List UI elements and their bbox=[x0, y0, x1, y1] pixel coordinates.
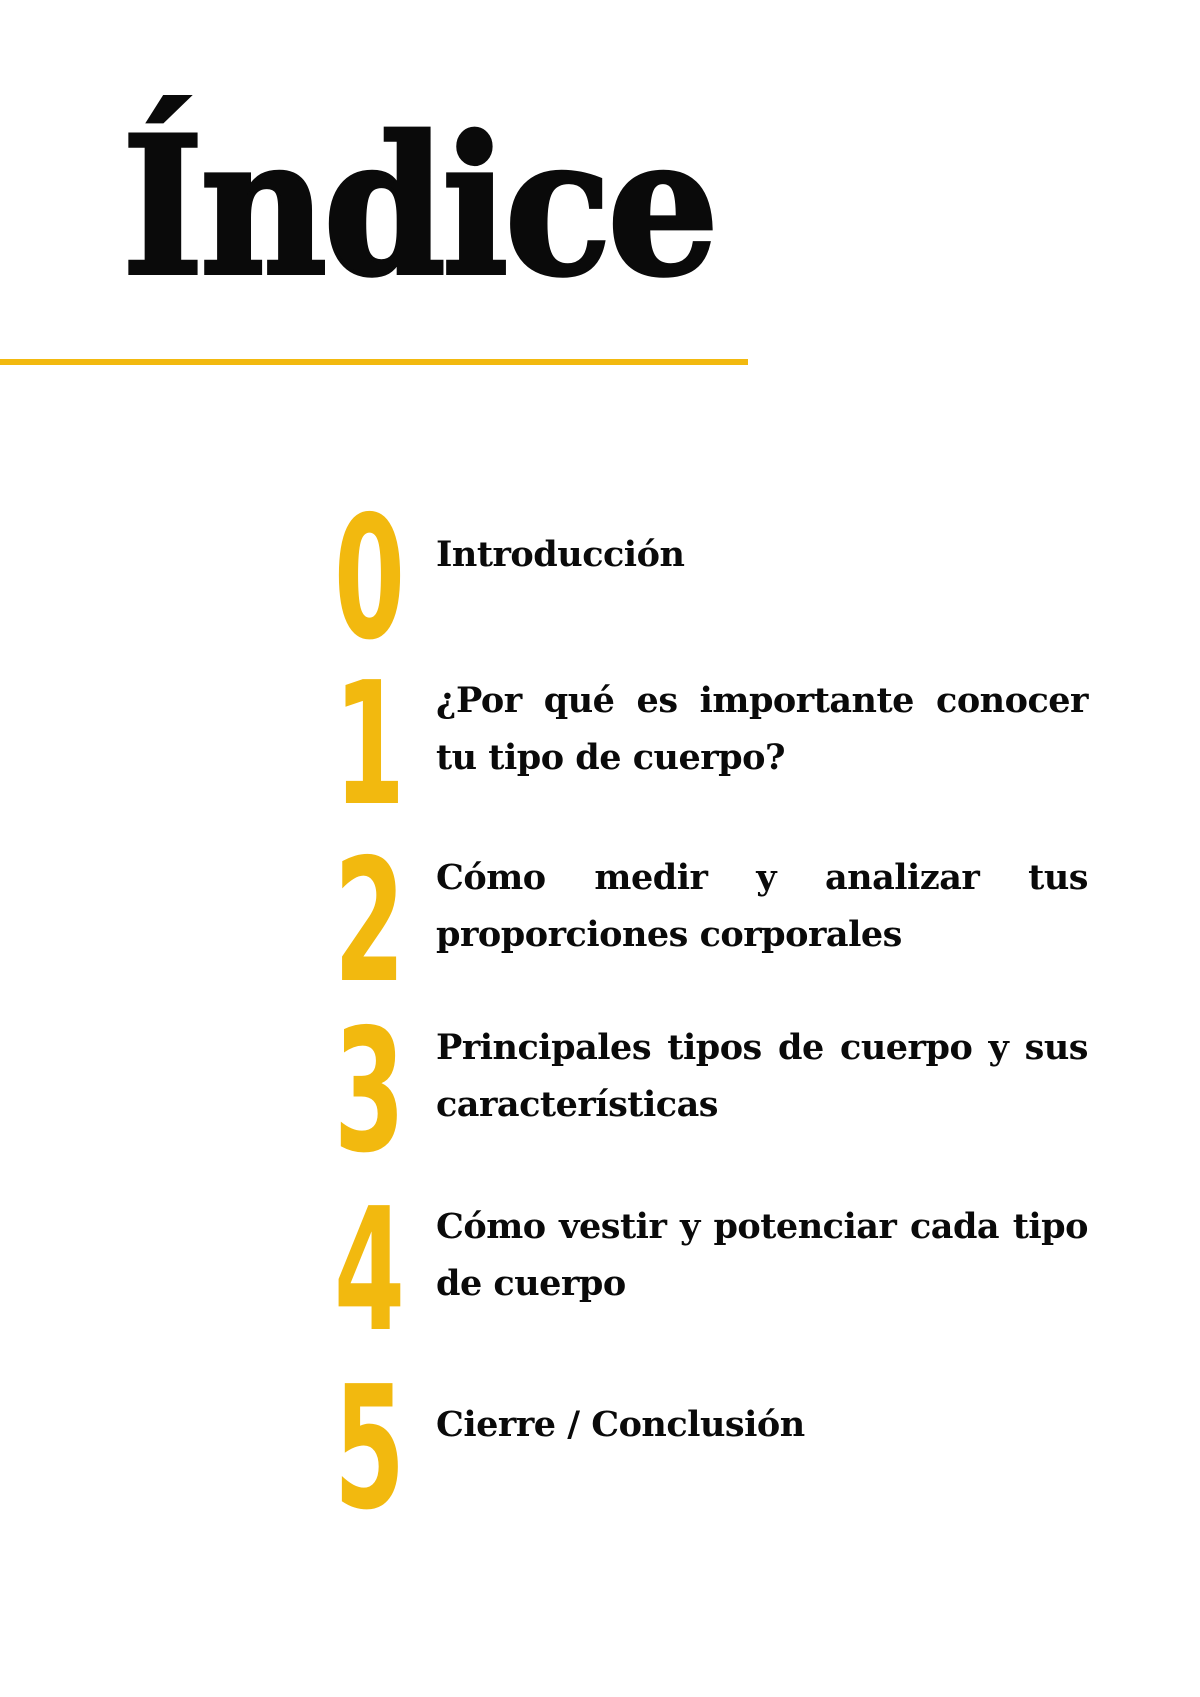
toc-entry-label: Cierre / Conclusión bbox=[436, 1404, 805, 1445]
toc-entry[interactable] bbox=[318, 993, 1088, 1191]
toc-number: 2 bbox=[334, 823, 405, 1021]
toc-entry[interactable] bbox=[318, 480, 1088, 678]
page-title: Índice bbox=[122, 95, 716, 318]
toc-entry[interactable] bbox=[318, 1172, 1088, 1370]
toc-entry-label: Cómo medir y analizar tus proporciones corporales bbox=[436, 857, 1088, 955]
toc-entry-label: Cómo vestir y potenciar cada tipo de cuerpo bbox=[436, 1206, 1088, 1304]
toc-entry[interactable] bbox=[318, 823, 1088, 1021]
toc-entry-label: Principales tipos de cuerpo y sus características bbox=[436, 1027, 1088, 1125]
toc-entry-label: ¿Por qué es importante conocer tu tipo de cuerpo? bbox=[436, 680, 1088, 778]
toc-number: 5 bbox=[334, 1350, 405, 1548]
toc-entry[interactable] bbox=[318, 1350, 1088, 1548]
toc-number: 3 bbox=[334, 993, 405, 1191]
toc-entry[interactable] bbox=[318, 646, 1088, 844]
toc-entry-label: Introducción bbox=[436, 534, 685, 575]
toc-number: 1 bbox=[334, 646, 405, 844]
toc-number: 0 bbox=[334, 480, 405, 678]
toc-number: 4 bbox=[334, 1172, 405, 1370]
